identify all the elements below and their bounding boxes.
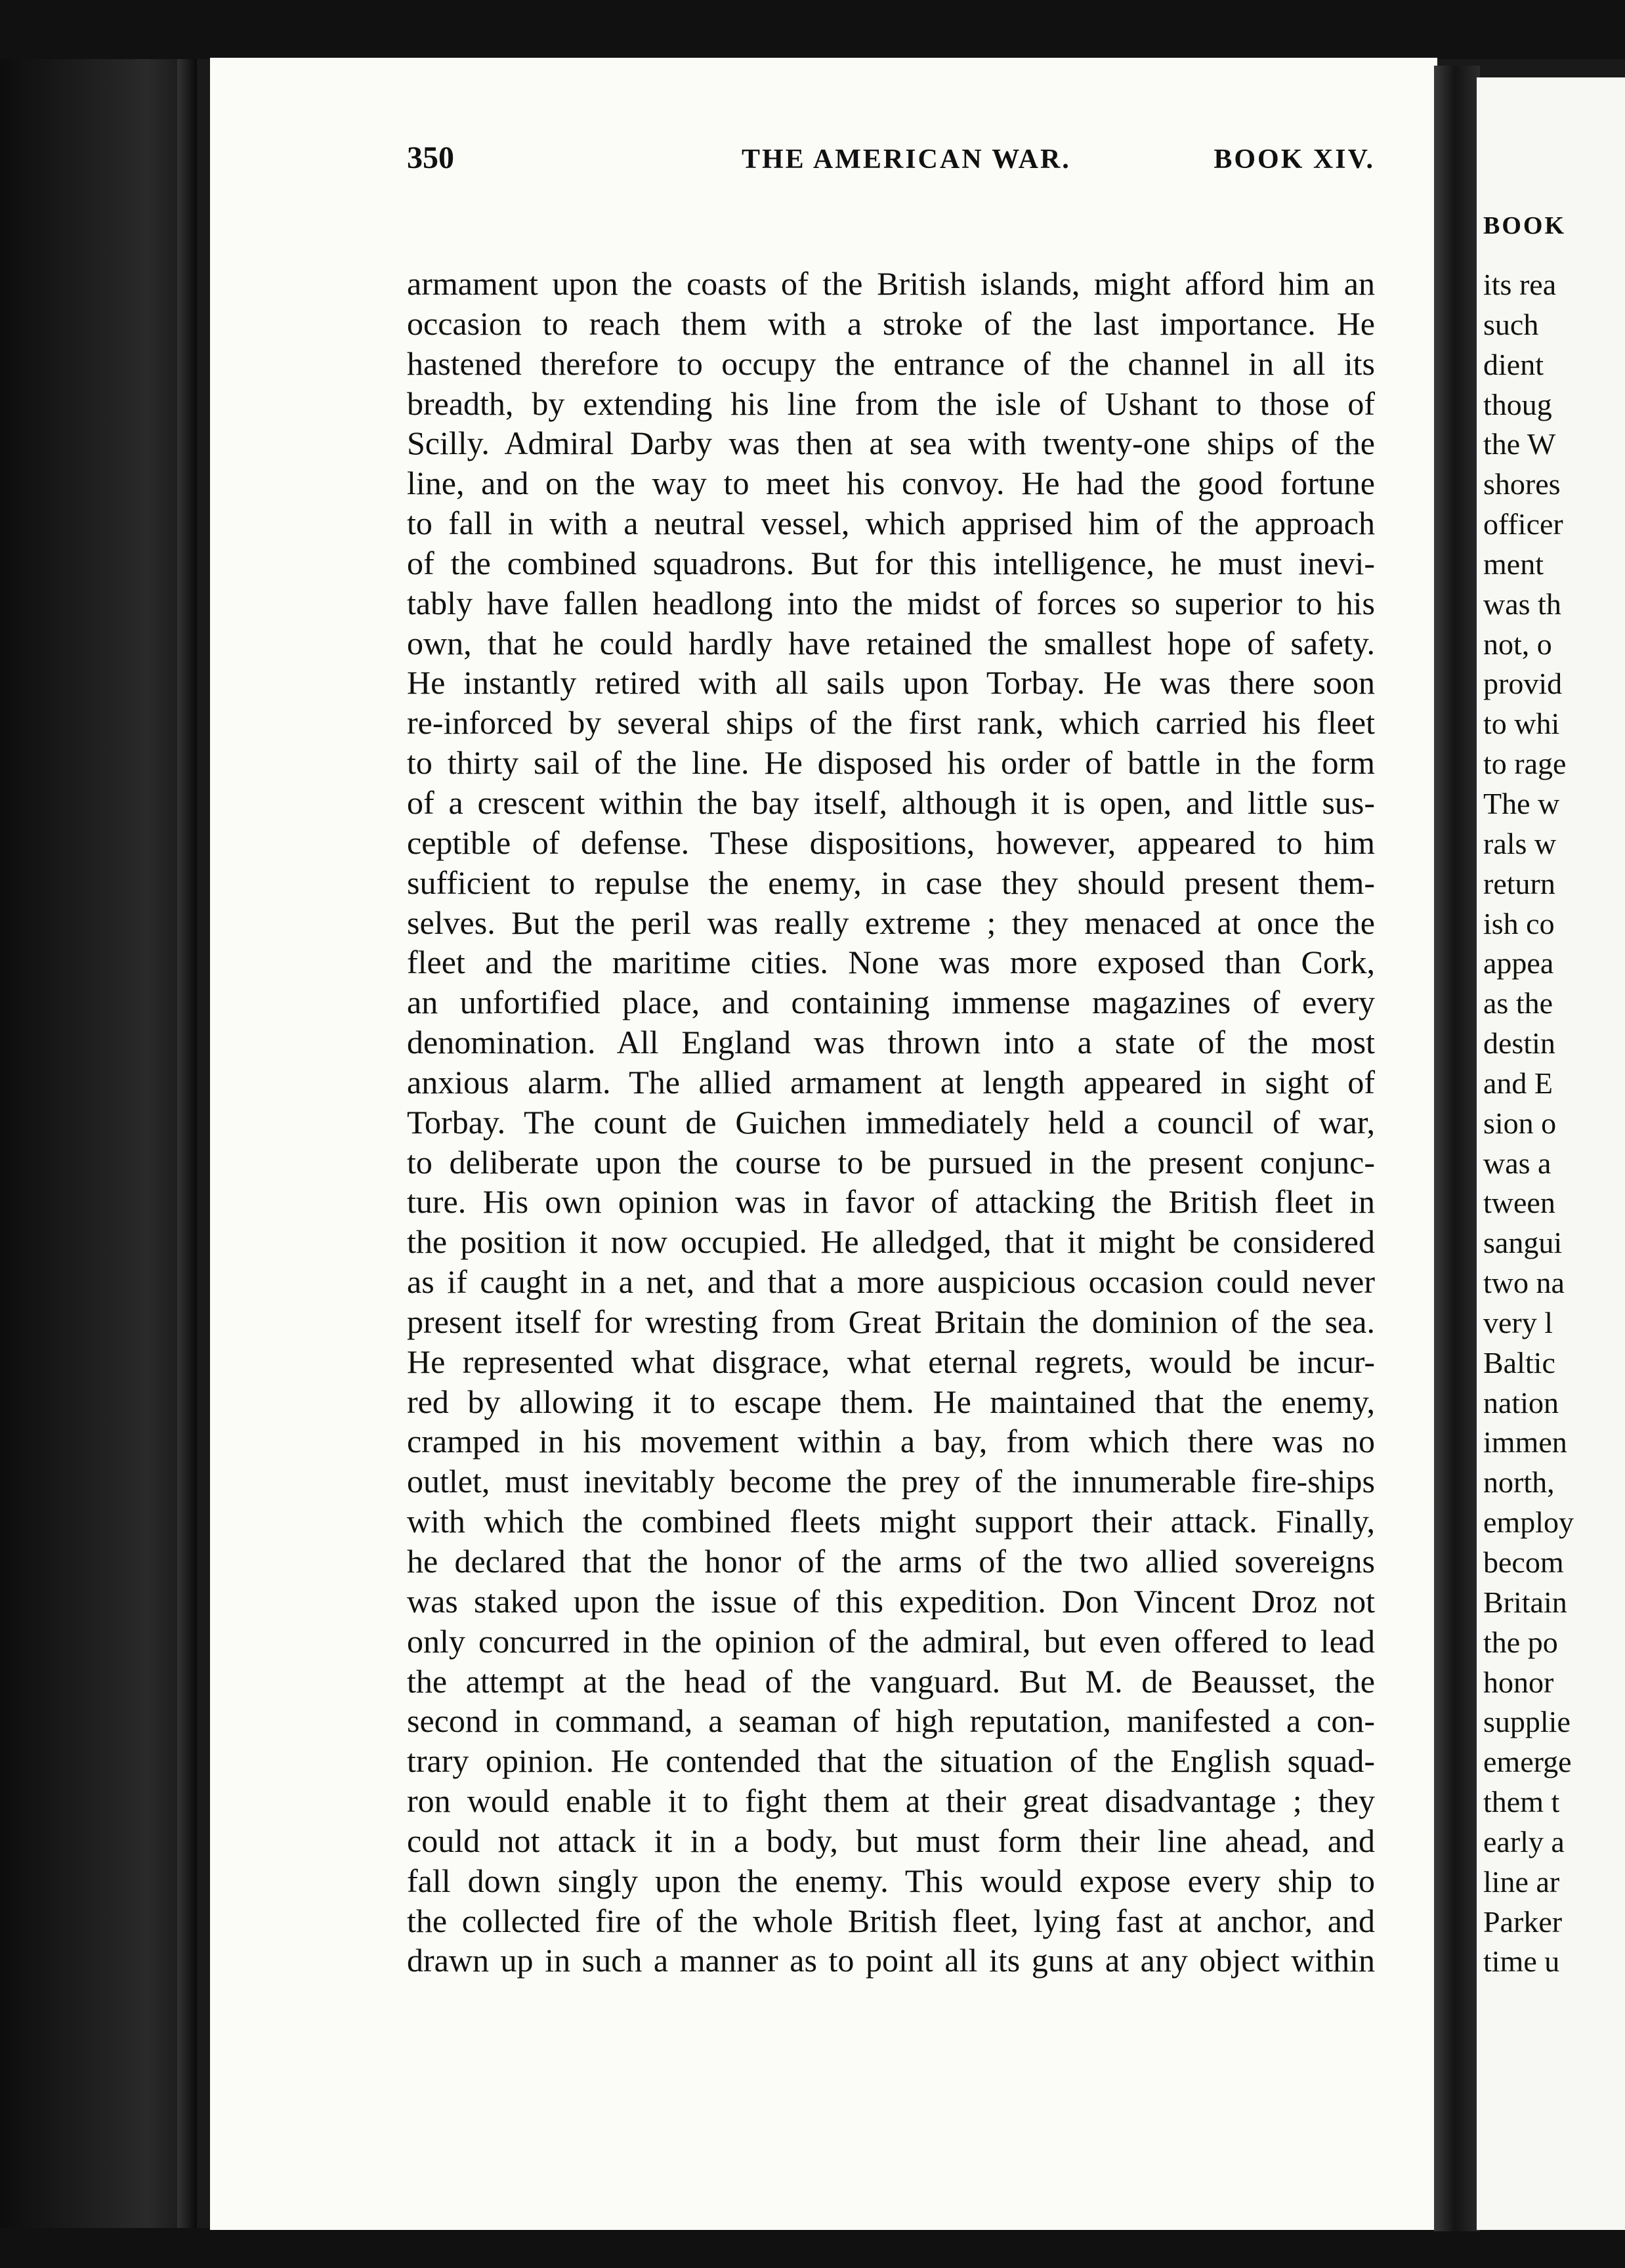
adjacent-text-line: tween: [1483, 1186, 1555, 1220]
adjacent-page: [1477, 77, 1625, 2230]
adjacent-text-line: honor: [1483, 1665, 1554, 1699]
page-number: 350: [407, 140, 454, 175]
text-line: with which the combined fleets might support their attack. Finally,: [407, 1503, 1375, 1540]
text-line: Torbay. The count de Guichen immediately held a council of war,: [407, 1103, 1375, 1141]
text-line: the position it now occupied. He alledged, that it might be considered: [407, 1223, 1375, 1261]
adjacent-page-text: [1483, 206, 1625, 1982]
scan-top-margin: [0, 0, 1625, 59]
adjacent-text-line: Baltic: [1483, 1345, 1555, 1379]
text-line: He represented what disgrace, what eternal regrets, would be incur-: [407, 1343, 1375, 1380]
text-line: breadth, by extending his line from the isle of Ushant to those of: [407, 385, 1375, 422]
adjacent-text-line: appea: [1483, 946, 1554, 980]
adjacent-page-header: BOOK: [1483, 212, 1567, 240]
text-line: tably have fallen headlong into the midst of forces so superior to his: [407, 584, 1375, 621]
text-line: to thirty sail of the line. He disposed his order of battle in the form: [407, 744, 1375, 782]
adjacent-text-line: the po: [1483, 1625, 1558, 1659]
adjacent-text-line: shores: [1483, 467, 1561, 501]
text-line: fall down singly upon the enemy. This would expose every ship to: [407, 1862, 1375, 1899]
text-line: present itself for wresting from Great Britain the dominion of the sea.: [407, 1303, 1375, 1340]
text-line: armament upon the coasts of the British islands, might afford him an: [407, 265, 1375, 302]
text-line: fleet and the maritime cities. None was more exposed than Cork,: [407, 944, 1375, 981]
book-label: BOOK XIV.: [1213, 144, 1375, 175]
adjacent-text-line: supplie: [1483, 1705, 1571, 1739]
text-line: selves. But the peril was really extreme ; they menaced at once the: [407, 904, 1375, 941]
text-line: occasion to reach them with a stroke of the last importance. He: [407, 304, 1375, 342]
text-line: outlet, must inevitably become the prey of the innumerable fire-ships: [407, 1463, 1375, 1500]
text-line: Scilly. Admiral Darby was then at sea with twenty-one ships of the: [407, 425, 1375, 462]
text-line: drawn up in such a manner as to point all its guns at any object within: [407, 1942, 1375, 1979]
adjacent-text-line: two na: [1483, 1266, 1565, 1300]
text-line: line, and on the way to meet his convoy. He had the good fortune: [407, 465, 1375, 502]
adjacent-text-line: north,: [1483, 1465, 1555, 1500]
text-line: of a crescent within the bay itself, although it is open, and little sus-: [407, 784, 1375, 821]
running-header: [407, 140, 1375, 179]
text-line: re-inforced by several ships of the first rank, which carried his fleet: [407, 704, 1375, 742]
text-line: own, that he could hardly have retained the smallest hope of safety.: [407, 624, 1375, 662]
adjacent-text-line: sangui: [1483, 1226, 1563, 1260]
text-line: the collected fire of the whole British fleet, lying fast at anchor, and: [407, 1902, 1375, 1939]
adjacent-text-line: them t: [1483, 1785, 1560, 1819]
adjacent-text-line: was th: [1483, 587, 1561, 621]
adjacent-text-line: return: [1483, 866, 1555, 900]
book-spine: [1434, 66, 1480, 2231]
adjacent-text-line: line ar: [1483, 1864, 1560, 1899]
adjacent-text-line: thoug: [1483, 387, 1552, 421]
adjacent-text-line: was a: [1483, 1146, 1551, 1180]
scan-left-margin: [0, 0, 197, 2268]
text-line: only concurred in the opinion of the admiral, but even offered to lead: [407, 1622, 1375, 1660]
adjacent-text-line: immen: [1483, 1425, 1567, 1460]
adjacent-text-line: officer: [1483, 507, 1563, 541]
text-line: hastened therefore to occupy the entrance of the channel in all its: [407, 345, 1375, 382]
text-line: to deliberate upon the course to be pursued in the present conjunc-: [407, 1143, 1375, 1181]
adjacent-text-line: The w: [1483, 786, 1560, 820]
text-line: ron would enable it to fight them at their great disadvantage ; they: [407, 1782, 1375, 1820]
adjacent-text-line: ment: [1483, 547, 1544, 581]
text-line: sufficient to repulse the enemy, in case they should present them-: [407, 864, 1375, 901]
adjacent-text-line: becom: [1483, 1545, 1564, 1579]
adjacent-text-line: early a: [1483, 1824, 1565, 1858]
text-line: ceptible of defense. These dispositions, however, appeared to him: [407, 824, 1375, 861]
body-text: [407, 264, 1375, 1981]
adjacent-text-line: destin: [1483, 1026, 1555, 1060]
adjacent-text-line: the W: [1483, 427, 1556, 461]
adjacent-text-line: ish co: [1483, 906, 1555, 940]
adjacent-text-line: employ: [1483, 1505, 1574, 1540]
adjacent-text-line: very l: [1483, 1305, 1553, 1339]
text-line: trary opinion. He contended that the situation of the English squad-: [407, 1742, 1375, 1780]
text-line: was staked upon the issue of this expedition. Don Vincent Droz not: [407, 1582, 1375, 1620]
adjacent-text-line: dient: [1483, 347, 1544, 381]
adjacent-text-line: nation: [1483, 1385, 1559, 1419]
adjacent-text-line: to whi: [1483, 707, 1560, 741]
adjacent-text-line: Parker: [1483, 1904, 1563, 1939]
scan-bottom-margin: [0, 2228, 1625, 2268]
text-line: of the combined squadrons. But for this intelligence, he must inevi-: [407, 544, 1375, 581]
text-line: anxious alarm. The allied armament at length appeared in sight of: [407, 1063, 1375, 1101]
text-line: He instantly retired with all sails upon Torbay. He was there soon: [407, 664, 1375, 702]
text-line: ture. His own opinion was in favor of attacking the British fleet in: [407, 1183, 1375, 1221]
text-line: denomination. All England was thrown into a state of the most: [407, 1024, 1375, 1061]
adjacent-text-line: to rage: [1483, 747, 1567, 781]
adjacent-text-line: time u: [1483, 1944, 1560, 1979]
adjacent-text-line: as the: [1483, 986, 1553, 1020]
text-line: could not attack it in a body, but must form their line ahead, and: [407, 1822, 1375, 1859]
adjacent-text-line: such: [1483, 307, 1539, 341]
adjacent-text-line: not, o: [1483, 627, 1552, 661]
text-line: red by allowing it to escape them. He maintained that the enemy,: [407, 1383, 1375, 1420]
text-line: cramped in his movement within a bay, from which there was no: [407, 1423, 1375, 1460]
adjacent-text-line: Britain: [1483, 1585, 1567, 1619]
adjacent-text-line: rals w: [1483, 826, 1557, 860]
adjacent-text-line: emerge: [1483, 1745, 1572, 1779]
text-line: as if caught in a net, and that a more auspicious occasion could never: [407, 1263, 1375, 1301]
text-line: the attempt at the head of the vanguard. But M. de Beausset, the: [407, 1662, 1375, 1700]
text-line: an unfortified place, and containing immense magazines of every: [407, 984, 1375, 1021]
adjacent-text-line: sion o: [1483, 1106, 1557, 1140]
adjacent-text-line: and E: [1483, 1066, 1553, 1100]
running-title: THE AMERICAN WAR.: [742, 144, 1071, 175]
adjacent-text-line: its rea: [1483, 268, 1557, 301]
text-line: he declared that the honor of the arms of the two allied sovereigns: [407, 1543, 1375, 1580]
adjacent-text-line: provid: [1483, 667, 1563, 701]
text-line: second in command, a seaman of high reputation, manifested a con-: [407, 1702, 1375, 1740]
text-line: to fall in with a neutral vessel, which apprised him of the approach: [407, 505, 1375, 542]
